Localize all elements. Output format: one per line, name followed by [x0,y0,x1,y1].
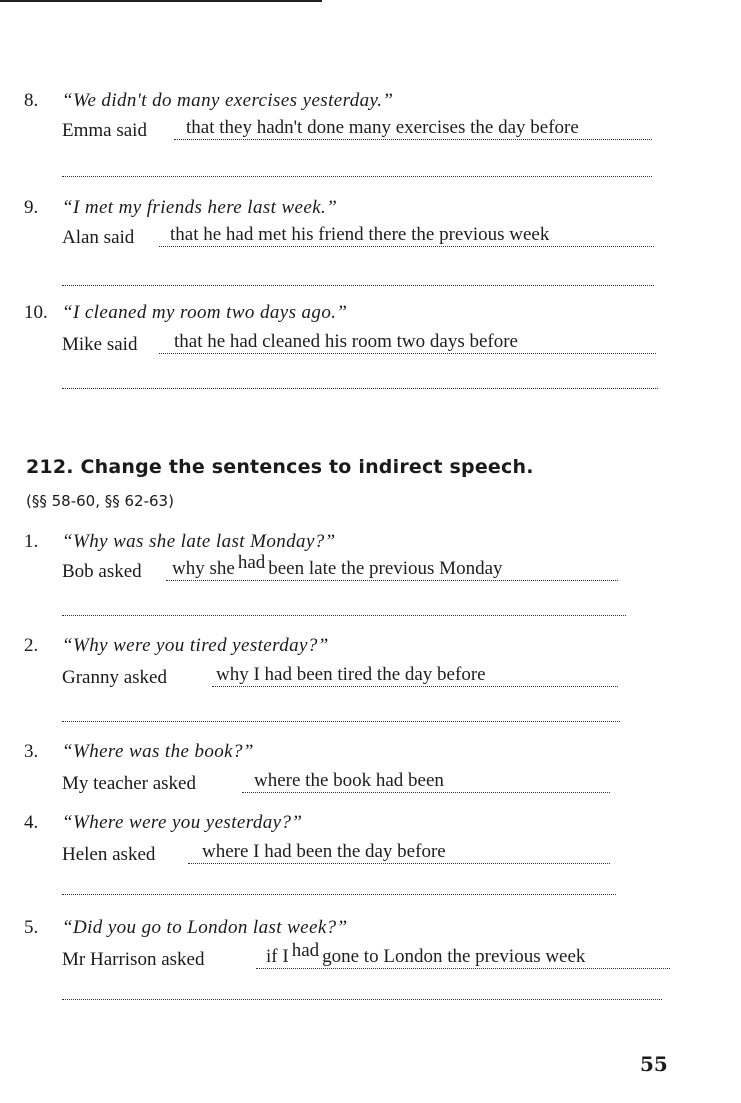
answer-dots [242,792,610,793]
item-quote: “Why was she late last Monday?” [62,531,336,552]
answer-dots [159,353,656,354]
speaker-label: Alan said [62,227,135,248]
item-number: 8. [24,90,39,111]
top-rule [0,0,322,2]
blank-line[interactable] [62,721,620,722]
item-number: 4. [24,812,39,833]
answer-part: been late the previous Monday [268,558,503,579]
answer-text[interactable]: that they hadn't done many exercises the day before [186,117,579,138]
item-number: 3. [24,741,39,762]
answer-text[interactable]: that he had cleaned his room two days before [174,331,518,352]
answer-part: gone to London the previous week [322,946,586,967]
item-number: 5. [24,917,39,938]
blank-line[interactable] [62,388,658,389]
item-quote: “Where was the book?” [62,741,254,762]
answer-dots [166,580,618,581]
item-number: 9. [24,197,39,218]
inserted-word: had [291,940,320,961]
page-number: 55 [640,1052,668,1076]
answer-text[interactable]: why I had been tired the day before [216,664,486,685]
answer-line [62,663,662,691]
speaker-label: Mike said [62,334,138,355]
exercise-heading: 212. Change the sentences to indirect speech. [26,456,534,478]
item-quote: “We didn't do many exercises yesterday.” [62,90,394,111]
answer-line [62,116,662,144]
answer-text[interactable] [172,552,503,580]
speaker-label: Bob asked [62,561,142,582]
answer-part: if I [266,946,289,967]
answer-line [62,769,662,797]
answer-dots [174,139,652,140]
answer-dots [188,863,610,864]
answer-dots [159,246,654,247]
item-quote: “I cleaned my room two days ago.” [62,302,348,323]
inserted-word: had [237,552,266,573]
item-number: 1. [24,531,39,552]
item-number: 10. [24,302,48,323]
answer-line [62,223,662,251]
item-quote: “Why were you tired yesterday?” [62,635,329,656]
speaker-label: Emma said [62,120,147,141]
speaker-label: Mr Harrison asked [62,949,205,970]
answer-line [62,940,682,973]
blank-line[interactable] [62,285,654,286]
answer-text[interactable]: that he had met his friend there the previous week [170,224,550,245]
answer-text[interactable]: where the book had been [254,770,444,791]
grammar-references: (§§ 58-60, §§ 62-63) [26,492,174,510]
speaker-label: Granny asked [62,667,167,688]
answer-dots [212,686,618,687]
blank-line[interactable] [62,615,626,616]
item-quote: “Did you go to London last week?” [62,917,348,938]
answer-part: why she [172,558,235,579]
answer-line [62,330,662,358]
item-quote: “I met my friends here last week.” [62,197,338,218]
blank-line[interactable] [62,176,652,177]
blank-line[interactable] [62,894,616,895]
answer-line [62,552,662,585]
speaker-label: Helen asked [62,844,156,865]
answer-dots [256,968,670,969]
answer-text[interactable]: where I had been the day before [202,841,446,862]
answer-text[interactable] [266,940,586,968]
blank-line[interactable] [62,999,662,1000]
item-quote: “Where were you yesterday?” [62,812,303,833]
item-number: 2. [24,635,39,656]
answer-line [62,840,662,868]
speaker-label: My teacher asked [62,773,196,794]
